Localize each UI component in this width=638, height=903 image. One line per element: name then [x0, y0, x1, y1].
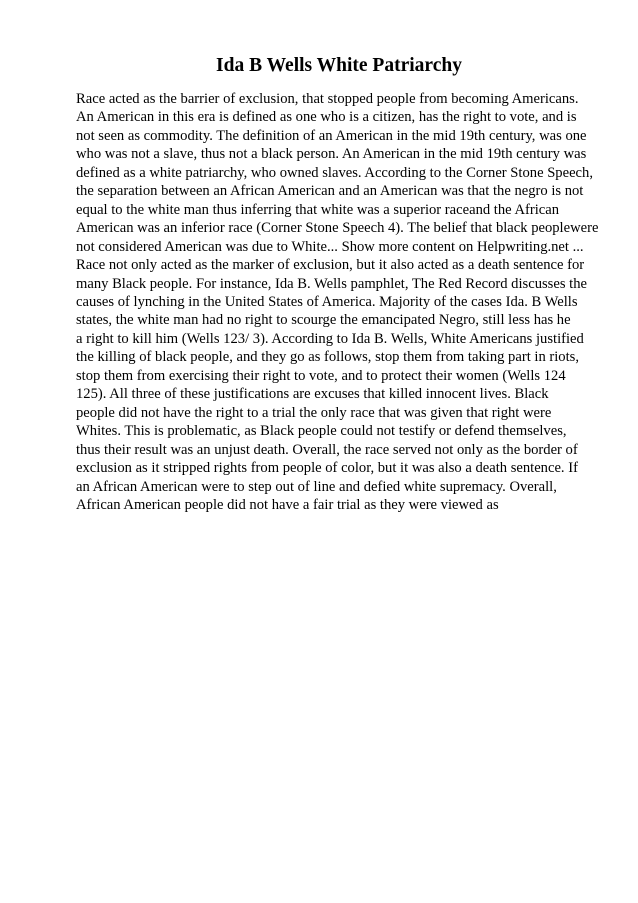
text-line: African American people did not have a fair trial as they were viewed as	[76, 496, 499, 513]
text-line: equal to the white man thus inferring that white was a superior raceand the African	[76, 201, 560, 218]
text-line: defined as a white patriarchy, who owned slaves. According to the Corner Stone Speech,	[76, 164, 593, 181]
text-line: thus their result was an unjust death. Overall, the race served not only as the border of	[76, 441, 578, 458]
text-line: many Black people. For instance, Ida B. Wells pamphlet, The Red Record discusses the	[76, 275, 587, 292]
body-paragraph	[76, 90, 636, 514]
text-line: stop them from exercising their right to vote, and to protect their women (Wells 124	[76, 367, 566, 384]
text-line: An American in this era is defined as one who is a citizen, has the right to vote, and is	[76, 109, 577, 126]
document-title: Ida B Wells White Patriarchy	[216, 55, 462, 76]
text-line: an African American were to step out of line and defied white supremacy. Overall,	[76, 478, 557, 495]
text-line: states, the white man had no right to scourge the emancipated Negro, still less has he	[76, 312, 571, 329]
text-line: who was not a slave, thus not a black person. An American in the mid 19th century was	[76, 146, 587, 163]
text-line: the separation between an African American and an American was that the negro is not	[76, 183, 584, 200]
text-line: exclusion as it stripped rights from people of color, but it was also a death sentence. If	[76, 460, 578, 477]
text-line: American was an inferior race (Corner Stone Speech 4). The belief that black peoplewere	[76, 220, 599, 237]
text-line: a right to kill him (Wells 123/ 3). According to Ida B. Wells, White Americans justified	[76, 330, 584, 347]
text-line: Race not only acted as the marker of exclusion, but it also acted as a death sentence for	[76, 257, 585, 274]
text-line: Race acted as the barrier of exclusion, that stopped people from becoming Americans.	[76, 91, 579, 107]
text-line: people did not have the right to a trial the only race that was given that right were	[76, 404, 552, 421]
text-line: 125). All three of these justifications are excuses that killed innocent lives. Black	[76, 386, 549, 403]
text-line: the killing of black people, and they go as follows, stop them from taking part in riots,	[76, 349, 579, 366]
text-line: not seen as commodity. The definition of an American in the mid 19th century, was one	[76, 127, 587, 144]
text-line: not considered American was due to White... Show more content on Helpwriting.net ...	[76, 238, 584, 255]
text-line: causes of lynching in the United States of America. Majority of the cases Ida. B Wells	[76, 293, 578, 310]
text-line: Whites. This is problematic, as Black people could not testify or defend themselves,	[76, 423, 567, 440]
